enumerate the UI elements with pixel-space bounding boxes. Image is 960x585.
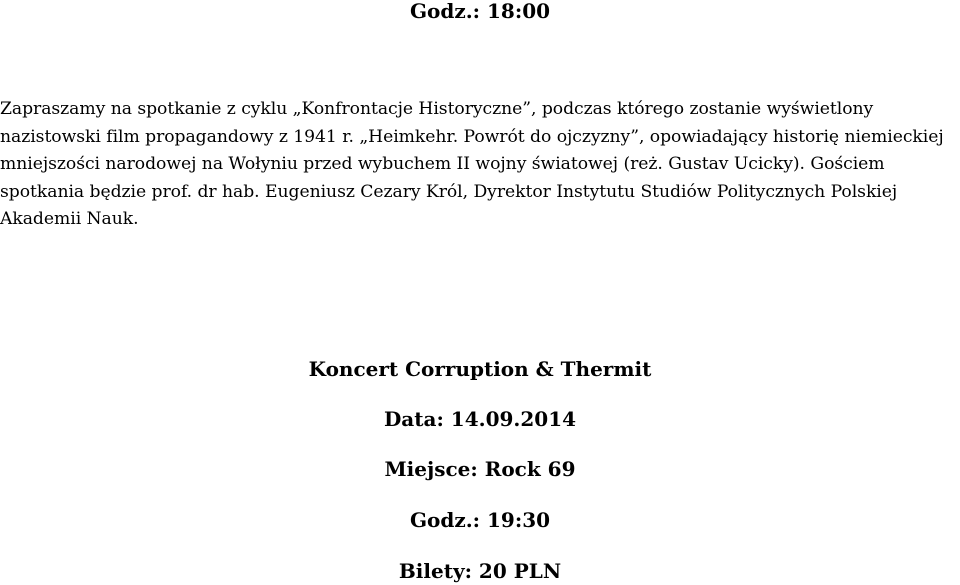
concert-venue: Miejsce: Rock 69 <box>384 457 576 481</box>
event-time: Godz.: 18:00 <box>409 0 551 23</box>
concert-time: Godz.: 19:30 <box>409 508 551 532</box>
concert-title: Koncert Corruption & Thermit <box>308 357 652 381</box>
concert-date: Data: 14.09.2014 <box>383 407 577 431</box>
event-description: Zapraszamy na spotkanie z cyklu „Konfrontacje Historyczne”, podczas którego zostanie wyświetlony nazistowski film propagandowy z 1941 r. „Heimkehr. Powrót do ojczyzny”, opowiadający historię niemieckiej mniejszości narodowej na Wołyniu przed wybuchem II wojny światowej (reż. Gustav Ucicky). Gościem spotkania będzie prof. dr hab. Eugeniusz Cezary Król, Dyrektor Instytutu Studiów Politycznych Polskiej Akademii Nauk. <box>0 99 944 230</box>
concert-tickets: Bilety: 20 PLN <box>398 559 562 583</box>
